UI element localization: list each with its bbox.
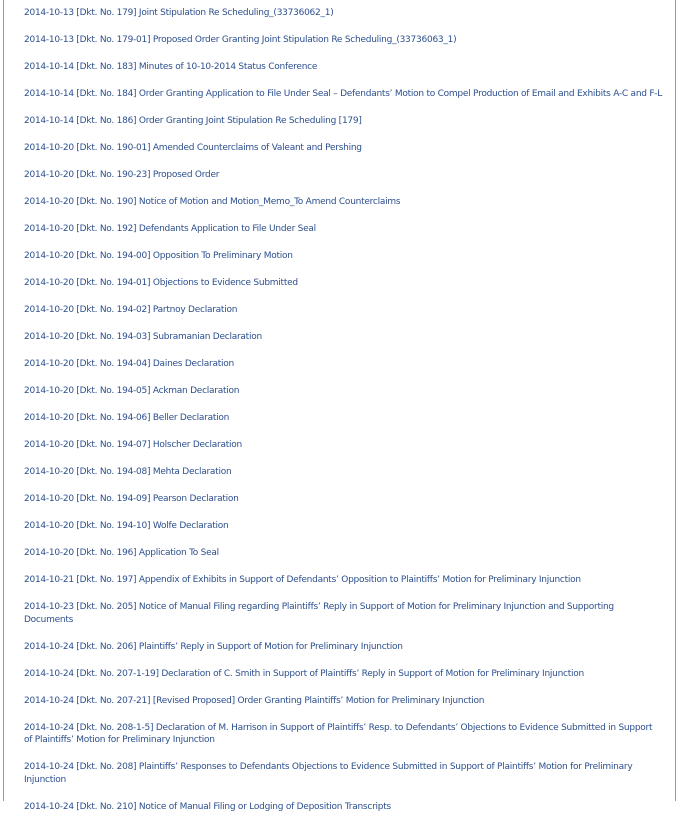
document-link[interactable]: 2014-10-20 [Dkt. No. 196] Application To Seal [24,548,219,558]
list-item [24,439,664,452]
list-item [24,277,664,290]
document-link-line-1: 2014-10-24 [Dkt. No. 208-1-5] Declaration of M. Harrison in Support of Plaintiffs’ Resp. to Defendants’ Objections to Evidence Submitted in Support [24,722,653,733]
list-item [24,668,664,681]
document-link[interactable]: 2014-10-24 [Dkt. No. 208] Plaintiffs’ Responses to Defendants Objections to Evidence Submitted in Support of Plaintiffs’ Motion for Preliminary Injunction [24,762,633,786]
document-link[interactable]: 2014-10-14 [Dkt. No. 183] Minutes of 10-10-2014 Status Conference [24,62,318,72]
list-item [24,304,664,317]
list-item [24,88,664,101]
document-link[interactable]: 2014-10-20 [Dkt. No. 194-04] Daines Declaration [24,359,234,369]
document-link[interactable] [18,722,664,747]
list-item [24,169,664,182]
document-link[interactable]: 2014-10-20 [Dkt. No. 194-10] Wolfe Declaration [24,521,229,531]
list-item [24,7,664,20]
list-item [24,520,664,533]
document-link[interactable]: 2014-10-24 [Dkt. No. 206] Plaintiffs’ Reply in Support of Motion for Preliminary Injunction [24,641,403,652]
document-link-line-2: of Plaintiffs’ Motion for Preliminary Injunction [24,735,215,746]
list-item [24,601,664,626]
list-item [24,34,664,47]
list-item [24,412,664,425]
list-item [24,331,664,344]
list-item [24,358,664,371]
document-panel [3,0,676,813]
list-item [24,722,664,747]
document-link[interactable]: 2014-10-14 [Dkt. No. 186] Order Granting Joint Stipulation Re Scheduling [179] [24,116,362,126]
list-item [24,695,664,708]
list-item [24,61,664,74]
list-item [24,196,664,209]
document-link[interactable]: 2014-10-20 [Dkt. No. 194-07] Holscher Declaration [24,440,242,450]
docket-document-list [24,7,664,828]
document-link[interactable]: 2014-10-20 [Dkt. No. 194-00] Opposition To Preliminary Motion [24,251,293,261]
document-link[interactable]: 2014-10-20 [Dkt. No. 190-01] Amended Counterclaims of Valeant and Pershing [24,143,362,153]
list-item [24,574,664,587]
list-item [24,466,664,479]
document-link[interactable]: 2014-10-13 [Dkt. No. 179-01] Proposed Order Granting Joint Stipulation Re Scheduling_(33736063_1) [24,35,457,45]
list-item [24,250,664,263]
document-link[interactable]: 2014-10-20 [Dkt. No. 192] Defendants Application to File Under Seal [24,224,316,234]
document-link[interactable]: 2014-10-24 [Dkt. No. 207-1-19] Declaration of C. Smith in Support of Plaintiffs’ Reply in Support of Motion for Preliminary Injunction [24,668,584,679]
list-item [24,641,664,654]
document-link[interactable]: 2014-10-20 [Dkt. No. 194-08] Mehta Declaration [24,467,232,477]
document-link[interactable]: 2014-10-24 [Dkt. No. 210] Notice of Manual Filing or Lodging of Deposition Transcripts [24,802,391,813]
document-link[interactable]: 2014-10-20 [Dkt. No. 194-03] Subramanian Declaration [24,332,262,342]
document-link[interactable]: 2014-10-23 [Dkt. No. 205] Notice of Manual Filing regarding Plaintiffs’ Reply in Support of Motion for Preliminary Injunction and Supporting Documents [24,602,614,625]
document-link[interactable]: 2014-10-20 [Dkt. No. 194-02] Partnoy Declaration [24,305,238,315]
document-link[interactable]: 2014-10-14 [Dkt. No. 184] Order Granting Application to File Under Seal – Defendants’ Motion to Compel Production of Email and Exhibits A-C and F-L [24,89,663,99]
list-item [24,493,664,506]
list-item [24,142,664,155]
document-link[interactable]: 2014-10-20 [Dkt. No. 194-06] Beller Declaration [24,413,230,423]
list-item [24,761,664,786]
document-link[interactable]: 2014-10-13 [Dkt. No. 179] Joint Stipulation Re Scheduling_(33736062_1) [24,8,334,18]
document-link[interactable]: 2014-10-20 [Dkt. No. 194-09] Pearson Declaration [24,494,239,504]
document-link[interactable]: 2014-10-24 [Dkt. No. 207-21] [Revised Proposed] Order Granting Plaintiffs’ Motion for Preliminary Injunction [24,695,485,706]
document-link[interactable]: 2014-10-20 [Dkt. No. 190] Notice of Motion and Motion_Memo_To Amend Counterclaims [24,197,401,207]
list-item [24,385,664,398]
list-item [24,547,664,560]
document-link[interactable]: 2014-10-20 [Dkt. No. 194-01] Objections to Evidence Submitted [24,278,298,288]
document-link[interactable]: 2014-10-20 [Dkt. No. 194-05] Ackman Declaration [24,386,240,396]
document-link[interactable]: 2014-10-21 [Dkt. No. 197] Appendix of Exhibits in Support of Defendants’ Opposition to Plaintiffs’ Motion for Preliminary Injunction [24,575,581,585]
list-item [24,223,664,236]
list-item [24,115,664,128]
document-link[interactable]: 2014-10-20 [Dkt. No. 190-23] Proposed Order [24,170,220,180]
list-item [24,801,664,814]
